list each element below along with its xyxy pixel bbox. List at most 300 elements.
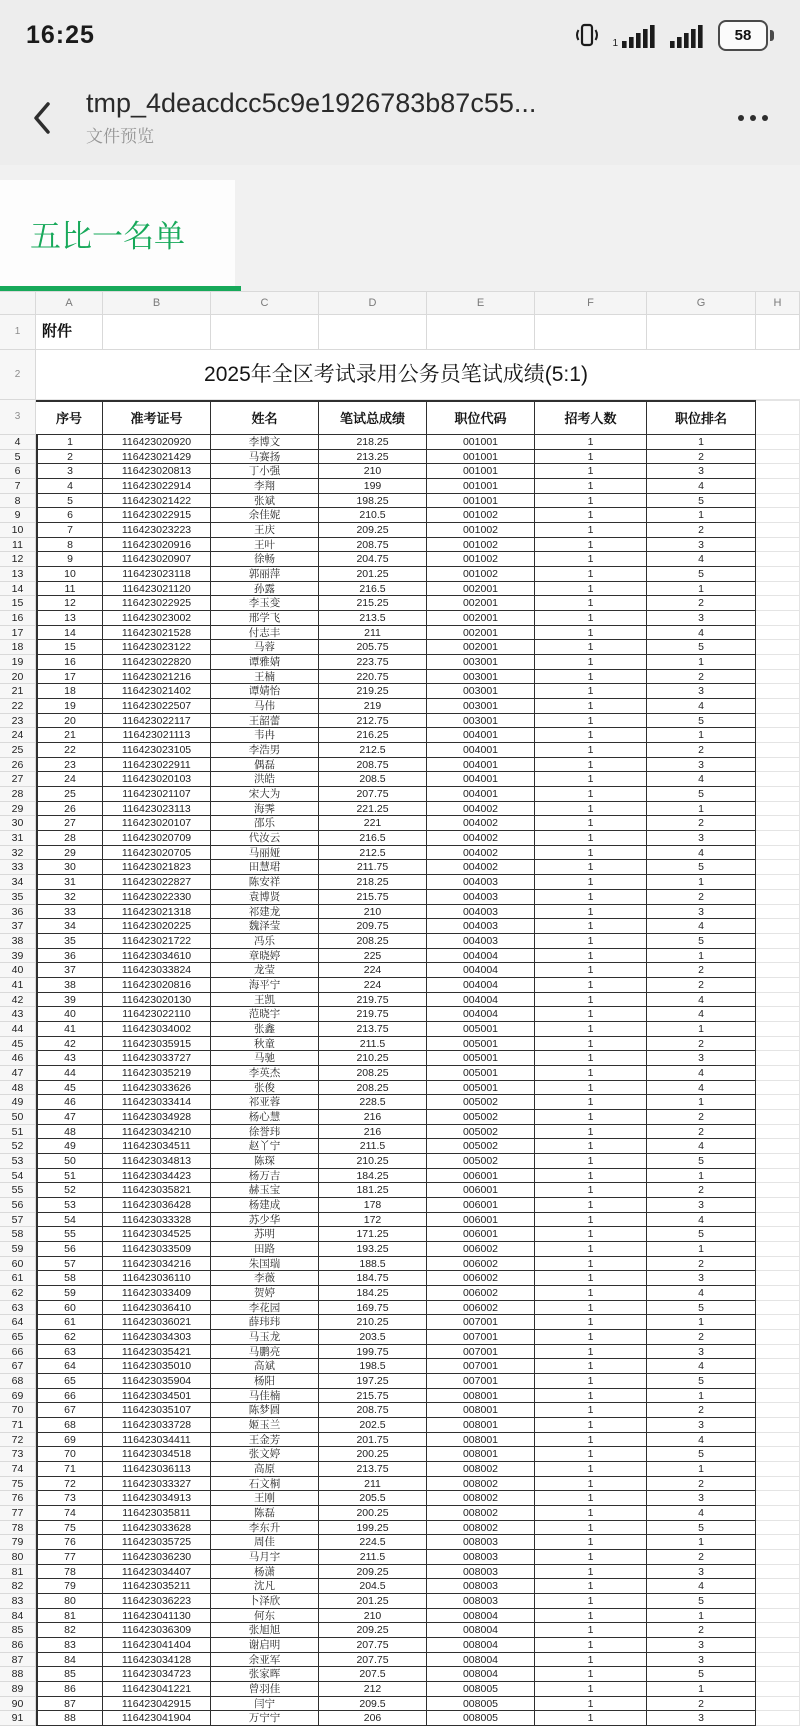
cell: 5 <box>647 1374 756 1389</box>
cell: 王凯 <box>211 993 319 1008</box>
cell: 116423022914 <box>103 479 211 494</box>
cell: 1 <box>535 1667 647 1682</box>
cell: 13 <box>36 611 103 626</box>
row-number: 75 <box>0 1477 36 1492</box>
cell: 李东升 <box>211 1521 319 1536</box>
row-number: 5 <box>0 450 36 465</box>
cell: 228.5 <box>319 1095 427 1110</box>
sheet-title: 2025年全区考试录用公务员笔试成绩(5:1) <box>36 350 756 400</box>
table-row <box>0 860 800 875</box>
cell: 116423020813 <box>103 464 211 479</box>
cell: 204.75 <box>319 552 427 567</box>
table-row <box>0 508 800 523</box>
cell: 杨万吉 <box>211 1169 319 1184</box>
cell: 马蓉 <box>211 640 319 655</box>
cell: 116423021107 <box>103 787 211 802</box>
row-number: 60 <box>0 1257 36 1272</box>
row-number: 49 <box>0 1095 36 1110</box>
cell: 004004 <box>427 1007 535 1022</box>
row-number: 22 <box>0 699 36 714</box>
table-row <box>0 699 800 714</box>
cell: 4 <box>36 479 103 494</box>
cell: 1 <box>535 626 647 641</box>
row-number: 38 <box>0 934 36 949</box>
cell: 52 <box>36 1183 103 1198</box>
cell: 116423034411 <box>103 1433 211 1448</box>
empty-cell <box>756 1198 800 1213</box>
cell: 116423036428 <box>103 1198 211 1213</box>
row-number: 51 <box>0 1125 36 1140</box>
column-letter-H: H <box>756 291 800 315</box>
empty-cell <box>756 464 800 479</box>
cell: 210.25 <box>319 1315 427 1330</box>
cell: 1 <box>535 1506 647 1521</box>
row-number: 68 <box>0 1374 36 1389</box>
cell: 116423022110 <box>103 1007 211 1022</box>
cell: 田慧珺 <box>211 860 319 875</box>
cell: 马玉龙 <box>211 1330 319 1345</box>
cell: 116423034128 <box>103 1653 211 1668</box>
table-row <box>0 1418 800 1433</box>
cell: 1 <box>535 1139 647 1154</box>
cell: 1 <box>535 1418 647 1433</box>
cell: 116423023105 <box>103 743 211 758</box>
row-number: 80 <box>0 1550 36 1565</box>
header-cell: 笔试总成绩 <box>319 400 427 435</box>
empty-cell <box>756 728 800 743</box>
cell: 72 <box>36 1477 103 1492</box>
header-cell: 准考证号 <box>103 400 211 435</box>
cell: 004003 <box>427 890 535 905</box>
empty-cell <box>756 435 800 450</box>
row-number: 79 <box>0 1535 36 1550</box>
cell: 2 <box>647 1183 756 1198</box>
cell: 005001 <box>427 1081 535 1096</box>
cell: 4 <box>647 1433 756 1448</box>
row-number: 58 <box>0 1227 36 1242</box>
cell: 11 <box>36 582 103 597</box>
cell: 116423036110 <box>103 1271 211 1286</box>
table-row <box>0 552 800 567</box>
row-number: 85 <box>0 1623 36 1638</box>
row-number: 36 <box>0 905 36 920</box>
cell: 007001 <box>427 1359 535 1374</box>
table-row <box>0 728 800 743</box>
cell: 26 <box>36 802 103 817</box>
table-row <box>0 1169 800 1184</box>
row-number: 63 <box>0 1301 36 1316</box>
cell: 005001 <box>427 1066 535 1081</box>
table-row <box>0 831 800 846</box>
file-preview-label: 文件预览 <box>86 127 154 146</box>
cell: 008002 <box>427 1477 535 1492</box>
cell: 116423023122 <box>103 640 211 655</box>
cell: 4 <box>647 1506 756 1521</box>
cell: 116423041904 <box>103 1711 211 1726</box>
table-row <box>0 1433 800 1448</box>
cell: 1 <box>535 1579 647 1594</box>
cell: 86 <box>36 1682 103 1697</box>
row-number: 87 <box>0 1653 36 1668</box>
cell: 116423021120 <box>103 582 211 597</box>
header-cell: 招考人数 <box>535 400 647 435</box>
cell: 39 <box>36 993 103 1008</box>
cell: 188.5 <box>319 1257 427 1272</box>
row-number: 43 <box>0 1007 36 1022</box>
cell: 215.25 <box>319 596 427 611</box>
empty-cell <box>756 1579 800 1594</box>
cell: 1 <box>535 1022 647 1037</box>
cell: 35 <box>36 934 103 949</box>
cell: 001002 <box>427 567 535 582</box>
cell: 5 <box>647 494 756 509</box>
more-menu-button[interactable] <box>736 105 770 131</box>
empty-cell <box>756 1623 800 1638</box>
cell: 004004 <box>427 993 535 1008</box>
empty-cell <box>756 802 800 817</box>
empty-cell <box>756 1389 800 1404</box>
cell: 85 <box>36 1667 103 1682</box>
table-row <box>0 523 800 538</box>
cell: 19 <box>36 699 103 714</box>
empty-cell <box>756 508 800 523</box>
cell: 1 <box>535 582 647 597</box>
cell: 201.25 <box>319 567 427 582</box>
cell: 3 <box>647 831 756 846</box>
cell: 5 <box>647 1227 756 1242</box>
cell: 5 <box>647 567 756 582</box>
cell: 1 <box>535 860 647 875</box>
cell: 004001 <box>427 758 535 773</box>
cell: 1 <box>535 1271 647 1286</box>
cell: 53 <box>36 1198 103 1213</box>
cell: 210.25 <box>319 1051 427 1066</box>
cell: 008001 <box>427 1433 535 1448</box>
cell: 1 <box>535 1110 647 1125</box>
cell: 祁亚蓉 <box>211 1095 319 1110</box>
spreadsheet-preview[interactable] <box>0 291 800 1726</box>
table-row <box>0 596 800 611</box>
cell: 209.25 <box>319 523 427 538</box>
cell: 219.75 <box>319 1007 427 1022</box>
empty-cell <box>756 699 800 714</box>
table-row <box>0 1491 800 1506</box>
cell: 004003 <box>427 875 535 890</box>
table-row <box>0 875 800 890</box>
sim1-label: 1 <box>612 37 618 49</box>
cell: 116423034210 <box>103 1125 211 1140</box>
cell: 李英杰 <box>211 1066 319 1081</box>
table-row <box>0 670 800 685</box>
cell: 202.5 <box>319 1418 427 1433</box>
table-row <box>0 1066 800 1081</box>
cell: 207.5 <box>319 1667 427 1682</box>
cell: 1 <box>535 479 647 494</box>
cell: 1 <box>535 978 647 993</box>
cell: 209.75 <box>319 919 427 934</box>
cell: 223.75 <box>319 655 427 670</box>
cell: 006002 <box>427 1286 535 1301</box>
cell: 003001 <box>427 670 535 685</box>
cell: 208.75 <box>319 1403 427 1418</box>
cell: 116423035821 <box>103 1183 211 1198</box>
cell: 116423035725 <box>103 1535 211 1550</box>
table-row <box>0 993 800 1008</box>
cell: 004002 <box>427 831 535 846</box>
row-number: 61 <box>0 1271 36 1286</box>
table-row <box>0 1227 800 1242</box>
cell: 79 <box>36 1579 103 1594</box>
cell: 004002 <box>427 860 535 875</box>
row-number: 21 <box>0 684 36 699</box>
table-row <box>0 655 800 670</box>
table-row <box>0 1257 800 1272</box>
cell: 116423034511 <box>103 1139 211 1154</box>
cell: 1 <box>535 450 647 465</box>
cell: 邵乐 <box>211 816 319 831</box>
empty-cell <box>756 1257 800 1272</box>
cell: 198.5 <box>319 1359 427 1374</box>
row-number: 90 <box>0 1697 36 1712</box>
cell: 王金芳 <box>211 1433 319 1448</box>
cell: 006002 <box>427 1271 535 1286</box>
cell: 1 <box>535 1198 647 1213</box>
cell: 31 <box>36 875 103 890</box>
cell: 004001 <box>427 743 535 758</box>
cell: 1 <box>535 1491 647 1506</box>
empty-cell <box>756 1653 800 1668</box>
cell: 1 <box>535 567 647 582</box>
cell: 005002 <box>427 1095 535 1110</box>
cell: 56 <box>36 1242 103 1257</box>
cell: 116423034525 <box>103 1227 211 1242</box>
cell: 3 <box>647 684 756 699</box>
table-row <box>0 802 800 817</box>
cell: 22 <box>36 743 103 758</box>
row-number: 59 <box>0 1242 36 1257</box>
empty-cell <box>756 596 800 611</box>
empty-cell <box>756 494 800 509</box>
cell: 1 <box>535 1462 647 1477</box>
cell: 张俊 <box>211 1081 319 1096</box>
cell: 章晓婷 <box>211 949 319 964</box>
cell: 5 <box>647 787 756 802</box>
cell: 秋童 <box>211 1037 319 1052</box>
cell: 1 <box>535 993 647 1008</box>
row-number: 70 <box>0 1403 36 1418</box>
empty-cell <box>756 684 800 699</box>
table-row <box>0 1477 800 1492</box>
cell: 姬玉兰 <box>211 1418 319 1433</box>
cell: 万宁宁 <box>211 1711 319 1726</box>
cell: 008001 <box>427 1389 535 1404</box>
cell: 1 <box>647 1169 756 1184</box>
cell: 59 <box>36 1286 103 1301</box>
cell: 1 <box>535 1257 647 1272</box>
cell: 003001 <box>427 655 535 670</box>
cell: 201.25 <box>319 1594 427 1609</box>
cell: 谭婧怡 <box>211 684 319 699</box>
cell: 116423041221 <box>103 1682 211 1697</box>
cell: 78 <box>36 1565 103 1580</box>
row-number: 77 <box>0 1506 36 1521</box>
table-row <box>0 1345 800 1360</box>
cell: 008002 <box>427 1506 535 1521</box>
empty-cell <box>756 816 800 831</box>
cell: 2 <box>647 816 756 831</box>
cell: 1 <box>647 1242 756 1257</box>
cell: 008004 <box>427 1653 535 1668</box>
cell: 34 <box>36 919 103 934</box>
cell: 2 <box>36 450 103 465</box>
back-chevron-icon <box>30 98 54 138</box>
table-row <box>0 1359 800 1374</box>
cell: 49 <box>36 1139 103 1154</box>
cell: 3 <box>647 464 756 479</box>
cell: 212.5 <box>319 846 427 861</box>
active-tab-underline <box>0 286 241 291</box>
cell: 001002 <box>427 508 535 523</box>
table-row <box>0 464 800 479</box>
cell: 002001 <box>427 626 535 641</box>
cell: 215.75 <box>319 890 427 905</box>
cell: 1 <box>535 1154 647 1169</box>
cell: 116423035219 <box>103 1066 211 1081</box>
empty-cell <box>756 1051 800 1066</box>
row-number: 32 <box>0 846 36 861</box>
cell: 何东 <box>211 1609 319 1624</box>
cell: 60 <box>36 1301 103 1316</box>
cell: 003001 <box>427 684 535 699</box>
row-number: 29 <box>0 802 36 817</box>
cell: 208.25 <box>319 934 427 949</box>
empty-cell <box>756 1418 800 1433</box>
cell: 1 <box>647 1535 756 1550</box>
table-row <box>0 1213 800 1228</box>
empty-cell <box>756 963 800 978</box>
cell: 1 <box>535 611 647 626</box>
cell: 116423036021 <box>103 1315 211 1330</box>
cell: 3 <box>647 1711 756 1726</box>
cell: 1 <box>535 772 647 787</box>
cell: 116423022915 <box>103 508 211 523</box>
empty-cell <box>756 993 800 1008</box>
cell: 1 <box>535 728 647 743</box>
empty-cell <box>756 1535 800 1550</box>
empty-cell <box>756 772 800 787</box>
cell: 杨心慧 <box>211 1110 319 1125</box>
empty-cell <box>756 846 800 861</box>
cell: 3 <box>647 611 756 626</box>
table-row <box>0 1110 800 1125</box>
row-number: 14 <box>0 582 36 597</box>
empty-cell <box>756 1491 800 1506</box>
cell: 008001 <box>427 1418 535 1433</box>
cell: 002001 <box>427 582 535 597</box>
cell: 马丽娅 <box>211 846 319 861</box>
cell: 韦冉 <box>211 728 319 743</box>
cell: 61 <box>36 1315 103 1330</box>
cell: 1 <box>535 1374 647 1389</box>
cell: 海霁 <box>211 802 319 817</box>
cell: 20 <box>36 714 103 729</box>
cell: 208.75 <box>319 538 427 553</box>
cell: 116423036410 <box>103 1301 211 1316</box>
cell: 2 <box>647 670 756 685</box>
cell: 006001 <box>427 1183 535 1198</box>
cell: 116423033328 <box>103 1213 211 1228</box>
cell: 1 <box>535 464 647 479</box>
cell: 洪皓 <box>211 772 319 787</box>
cell: 008002 <box>427 1491 535 1506</box>
cell: 004003 <box>427 919 535 934</box>
cell: 212 <box>319 1682 427 1697</box>
cell: 1 <box>535 1037 647 1052</box>
cell: 001001 <box>427 494 535 509</box>
row-number: 81 <box>0 1565 36 1580</box>
table-row <box>0 1711 800 1726</box>
cell: 周佳 <box>211 1535 319 1550</box>
cell: 51 <box>36 1169 103 1184</box>
empty-cell <box>756 1550 800 1565</box>
cell: 216.5 <box>319 831 427 846</box>
cell: 3 <box>647 538 756 553</box>
empty-cell <box>756 1183 800 1198</box>
table-row <box>0 890 800 905</box>
cell: 8 <box>36 538 103 553</box>
cell: 184.25 <box>319 1286 427 1301</box>
cell: 魏泽莹 <box>211 919 319 934</box>
cell: 198.25 <box>319 494 427 509</box>
row-number: 47 <box>0 1066 36 1081</box>
cell: 马鹏亮 <box>211 1345 319 1360</box>
cell: 004002 <box>427 816 535 831</box>
cell: 赫玉宝 <box>211 1183 319 1198</box>
cell: 2 <box>647 1550 756 1565</box>
empty-cell <box>756 1667 800 1682</box>
empty-cell <box>756 655 800 670</box>
row-number: 16 <box>0 611 36 626</box>
sheet-tab-active[interactable]: 五比一名单 <box>0 180 235 286</box>
cell: 008001 <box>427 1403 535 1418</box>
empty-cell <box>756 1565 800 1580</box>
cell: 1 <box>535 1711 647 1726</box>
cell: 1 <box>647 1389 756 1404</box>
row-number: 3 <box>0 400 36 435</box>
cell: 116423033509 <box>103 1242 211 1257</box>
cell: 杨建成 <box>211 1198 319 1213</box>
table-row <box>0 1462 800 1477</box>
back-button[interactable] <box>30 98 60 138</box>
empty-cell <box>756 1359 800 1374</box>
cell: 212.75 <box>319 714 427 729</box>
cell: 116423020103 <box>103 772 211 787</box>
empty-cell <box>756 890 800 905</box>
cell: 李翔 <box>211 479 319 494</box>
cell: 25 <box>36 787 103 802</box>
cell: 卜泽欣 <box>211 1594 319 1609</box>
table-row <box>0 934 800 949</box>
cell: 001001 <box>427 479 535 494</box>
cell: 65 <box>36 1374 103 1389</box>
cell: 211.5 <box>319 1037 427 1052</box>
cell: 184.25 <box>319 1169 427 1184</box>
table-row <box>0 1609 800 1624</box>
table-row <box>0 1653 800 1668</box>
battery-percent: 58 <box>718 20 768 51</box>
cell: 1 <box>535 1594 647 1609</box>
cell: 丁小强 <box>211 464 319 479</box>
